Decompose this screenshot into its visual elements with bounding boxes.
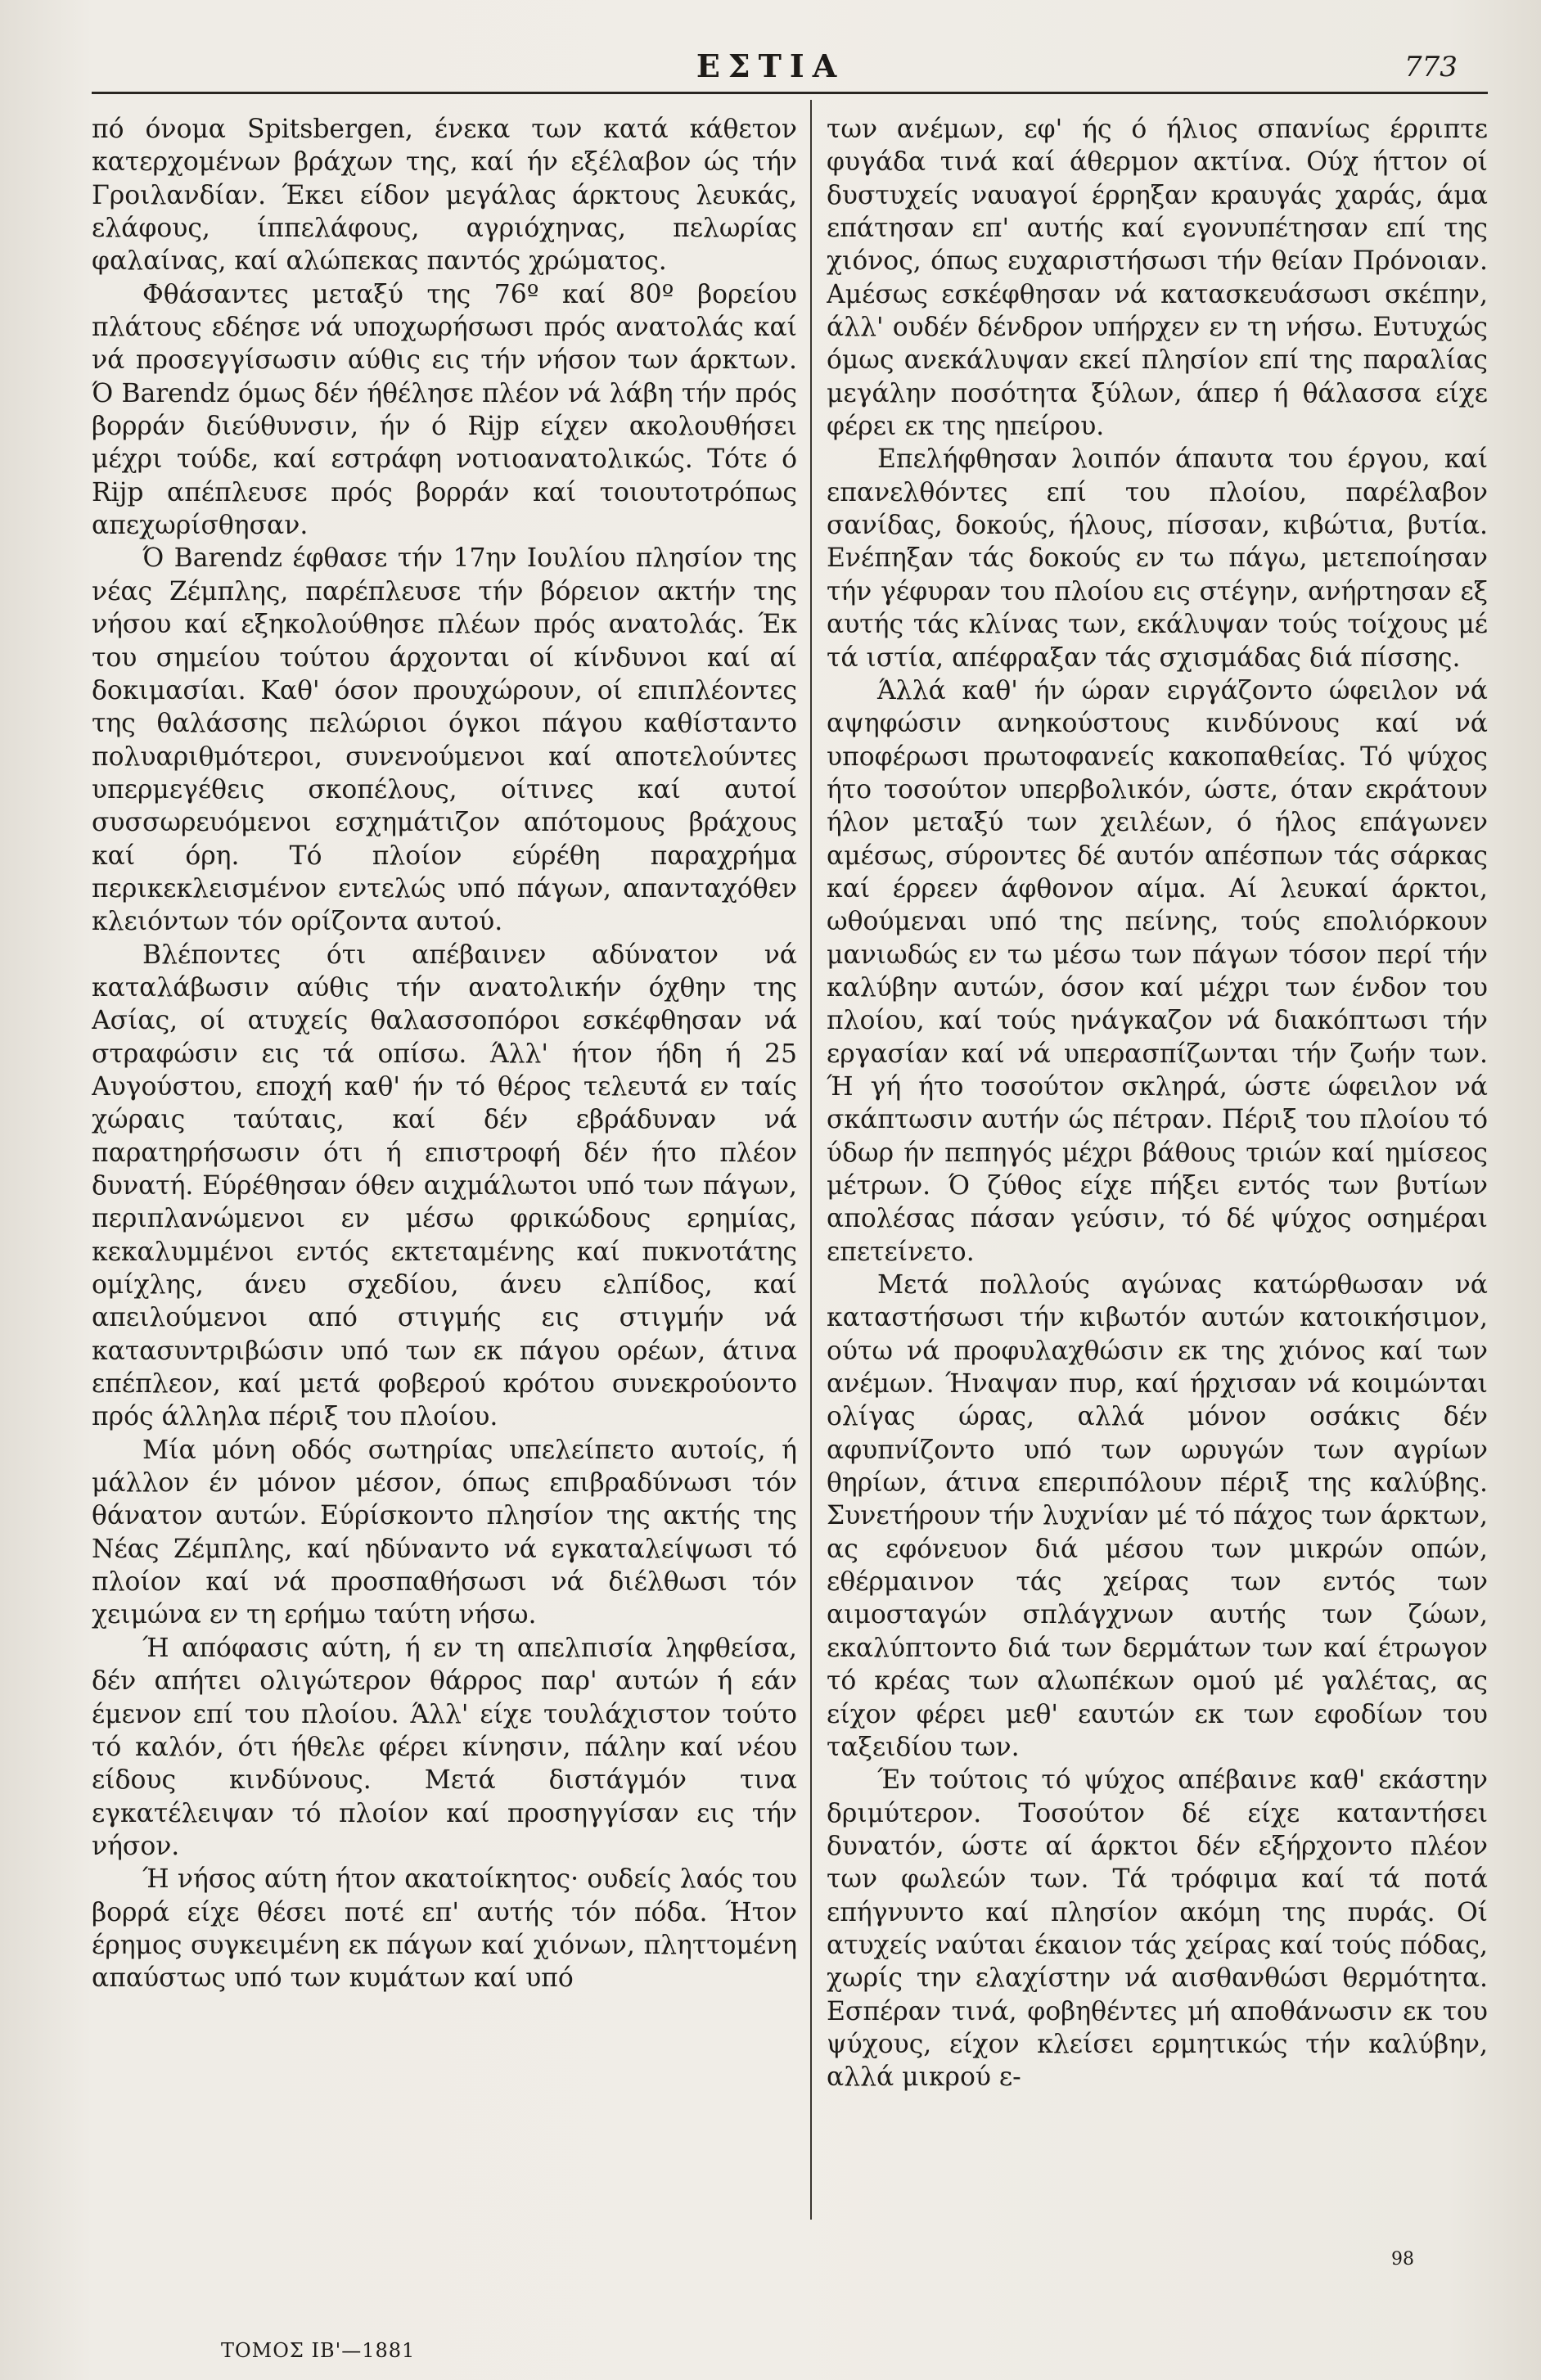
paragraph: Ό Barendz έφθασε τήν 17ην Ιουλίου πλησίον της νέας Ζέμπλης, παρέπλευσε τήν βόρειον ακτήν της νήσου καί εξηκολούθησε πλέων πρός ανατολάς. Έκ του σημείου τούτου άρχονται οί κίνδυνοι καί αί δοκιμασίαι. Καθ' όσον προυχώρουν, οί επιπλέοντες της θαλάσσης πελώριοι όγκοι πάγου καθίσταντο πολυαριθμότεροι, συνενούμενοι καί αποτελούντες υπερμεγέθεις σκοπέλους, οίτινες καί αυτοί συσσωρευόμενοι εσχημάτιζον απότομους βράχους καί όρη. Τό πλοίον εύρέθη παραχρήμα περικεκλεισμένον εντελώς υπό πάγων, απανταχόθεν κλειόντων τόν ορίζοντα αυτού. <box>92 543 797 937</box>
paragraph: των ανέμων, εφ' ής ό ήλιος σπανίως έρριπτε φυγάδα τινά καί άθερμον ακτίνα. Ούχ ήττον οί δυστυχείς ναυαγοί έρρηξαν κραυγάς χαράς, άμα επάτησαν επ' αυτής καί εγονυπέτησαν επί της χιόνος, όπως ευχαριστήσωσι τήν θείαν Πρόνοιαν. Αμέσως εσκέφθησαν νά κατασκευάσωσι σκέπην, άλλ' ουδέν δένδρον υπήρχεν εν τη νήσω. Ευτυχώς όμως ανεκάλυψαν εκεί πλησίον επί της παραλίας μεγάλην ποσότητα ξύλων, άπερ ή θάλασσα είχε φέρει εκ της ηπείρου. <box>827 115 1488 442</box>
paragraph: Μία μόνη οδός σωτηρίας υπελείπετο αυτοίς, ή μάλλον έν μόνον μέσον, όπως επιβραδύνωσι τόν θάνατον αυτών. Εύρίσκοντο πλησίον της ακτής της Νέας Ζέμπλης, καί ηδύναντο νά εγκαταλείψωσι τό πλοίον καί νά προσπαθήσωσι νά διέλθωσι τόν χειμώνα εν τη ερήμω ταύτη νήσω. <box>92 1435 797 1630</box>
column-divider <box>810 100 812 2220</box>
paragraph: Ή απόφασις αύτη, ή εν τη απελπισία ληφθείσα, δέν απήτει ολιγώτερον θάρρος παρ' αυτών ή εάν έμενον επί του πλοίου. Άλλ' είχε τουλάχιστον τούτο τό καλόν, ότι ήθελε φέρει κίνησιν, πάλην καί νέου είδους κινδύνους. Μετά διστάγμόν τινα εγκατέλειψαν τό πλοίον καί προσηγγίσαν εις τήν νήσον. <box>92 1633 797 1861</box>
running-title: ΕΣΤΙΑ <box>696 47 845 84</box>
right-column <box>827 113 1488 2220</box>
paragraph: Έν τούτοις τό ψύχος απέβαινε καθ' εκάστην δριμύτερον. Τοσούτον δέ είχε καταντήσει δυνατόν, ώστε αί άρκτοι δέν εξήρχοντο πλέον των φωλεών των. Τά τρόφιμα καί τά ποτά επήγνυντο καί πλησίον ακόμη της πυράς. Οί ατυχείς ναύται έκαιον τάς χείρας καί τούς πόδας, χωρίς την ελαχίστην νά αισθανθώσι θερμότητα. Εσπέραν τινά, φοβηθέντες μή αποθάνωσιν εκ του ψύχους, είχον κλείσει ερμητικώς τήν καλύβην, αλλά μικρού ε- <box>827 1765 1488 2093</box>
footer-volume: ΤΟΜΟΣ ΙΒ'—1881 <box>221 2339 416 2362</box>
paragraph: πό όνομα Spitsbergen, ένεκα των κατά κάθετον κατερχομένων βράχων της, καί ήν εξέλαβον ώς τήν Γροιλανδίαν. Έκει είδον μεγάλας άρκτους λευκάς, ελάφους, ίππελάφους, αγριόχηνας, πελωρίας φαλαίνας, καί αλώπεκας παντός χρώματος. <box>92 115 797 277</box>
paragraph: Ή νήσος αύτη ήτον ακατοίκητος· ουδείς λαός του βορρά είχε θέσει ποτέ επ' αυτής τόν πόδα. Ήτον έρημος συγκειμένη εκ πάγων καί χιόνων, πληττομένη απαύστως υπό των κυμάτων καί υπό <box>92 1864 797 1994</box>
paragraph: Επελήφθησαν λοιπόν άπαυτα του έργου, καί επανελθόντες επί του πλοίου, παρέλαβον σανίδας, δοκούς, ήλους, πίσσαν, κιβώτια, βυτία. Ενέπηξαν τάς δοκούς εν τω πάγω, μετεποίησαν τήν γέφυραν του πλοίου εις στέγην, ανήρτησαν εξ αυτής τάς κλίνας των, εκάλυψαν τούς τοίχους μέ τά ιστία, απέφραξαν τάς σχισμάδας διά πίσσης. <box>827 444 1488 673</box>
signature-mark: 98 <box>1391 2249 1414 2270</box>
header-rule <box>92 92 1488 94</box>
paragraph: Μετά πολλούς αγώνας κατώρθωσαν νά καταστήσωσι τήν κιβωτόν αυτών κατοικήσιμον, ούτω νά προφυλαχθώσιν εκ της χιόνος καί των ανέμων. Ήναψαν πυρ, καί ήρχισαν νά κοιμώνται ολίγας ώρας, αλλά μόνον οσάκις δέν αφυπνίζοντο υπό των ωρυγών των αγρίων θηρίων, άτινα επεριπόλουν πέριξ της καλύβης. Συνετήρουν τήν λυχνίαν μέ τό πάχος των άρκτων, ας εφόνευον διά μέσου των μικρών οπών, εθέρμαινον τάς χείρας των εντός των αιμοσταγών σπλάγχνων αυτής των ζώων, εκαλύπτοντο διά των δερμάτων των καί έτρωγον τό κρέας των αλωπέκων ομού μέ γαλέτας, ας είχον φέρει μεθ' εαυτών εκ των εφοδίων του ταξειδίου των. <box>827 1270 1488 1762</box>
paragraph: Βλέποντες ότι απέβαινεν αδύνατον νά καταλάβωσιν αύθις τήν ανατολικήν όχθην της Ασίας, οί ατυχείς θαλασσοπόροι εσκέφθησαν νά στραφώσιν εις τά οπίσω. Άλλ' ήτον ήδη ή 25 Αυγούστου, εποχή καθ' ήν τό θέρος τελευτά εν ταίς χώραις ταύταις, καί δέν εβράδυναν νά παρατηρήσωσιν ότι ή επιστροφή δέν ήτο πλέον δυνατή. Εύρέθησαν όθεν αιχμάλωτοι υπό των πάγων, περιπλανώμενοι εν μέσω φρικώδους ερημίας, κεκαλυμμένοι εντός εκτεταμένης καί πυκνοτάτης ομίχλης, άνευ σχεδίου, άνευ ελπίδος, καί απειλούμενοι από στιγμής εις στιγμήν νά κατασυντριβώσιν υπό των εκ πάγου ορέων, άτινα επέπλεον, καί μετά φοβερού κρότου συνεκρούοντο πρός άλληλα πέριξ του πλοίου. <box>92 940 797 1432</box>
paragraph: Άλλά καθ' ήν ώραν ειργάζοντο ώφειλον νά αψηφώσιν ανηκούστους κινδύνους καί νά υποφέρωσι πρωτοφανείς κακοπαθείας. Τό ψύχος ήτο τοσούτον υπερβολικόν, ώστε, όταν εκράτουν ήλον μεταξύ των χειλέων, ό ήλος επάγωνεν αμέσως, σύροντες δέ αυτόν απέσπων τάς σάρκας καί έρρεεν άφθονον αίμα. Αί λευκαί άρκτοι, ωθούμεναι υπό της πείνης, τούς επολιόρκουν μανιωδώς εν τω μέσω των πάγων τόσον περί τήν καλύβην αυτών, όσον καί μέχρι των ένδον του πλοίου, καί τούς ηνάγκαζον νά διακόπτωσι τήν εργασίαν καί νά υπερασπίζωνται τήν ζωήν των. Ή γή ήτο τοσούτον σκληρά, ώστε ώφειλον νά σκάπτωσιν αυτήν ώς πέτραν. Πέριξ του πλοίου τό ύδωρ ήν πεπηγός μέχρι βάθους τριών καί ημίσεος μέτρων. Ό ζύθος είχε πήξει εντός των βυτίων απολέσας πάσαν γεύσιν, τό δέ ψύχος οσημέραι επετείνετο. <box>827 675 1488 1267</box>
left-column <box>92 113 797 2220</box>
page-number: 773 <box>1404 51 1458 83</box>
paragraph: Φθάσαντες μεταξύ της 76º καί 80º βορείου πλάτους εδέησε νά υποχωρήσωσι πρός ανατολάς καί νά προσεγγίσωσιν αύθις εις τήν νήσον των άρκτων. Ό Barendz όμως δέν ήθέλησε πλέον νά λάβη τήν πρός βορράν διεύθυνσιν, ήν ό Rijp είχεν ακολουθήσει μέχρι τούδε, καί εστράφη νοτιοανατολικώς. Τότε ό Rijp απέπλευσε πρός βορράν καί τοιουτοτρόπως απεχωρίσθησαν. <box>92 279 797 541</box>
